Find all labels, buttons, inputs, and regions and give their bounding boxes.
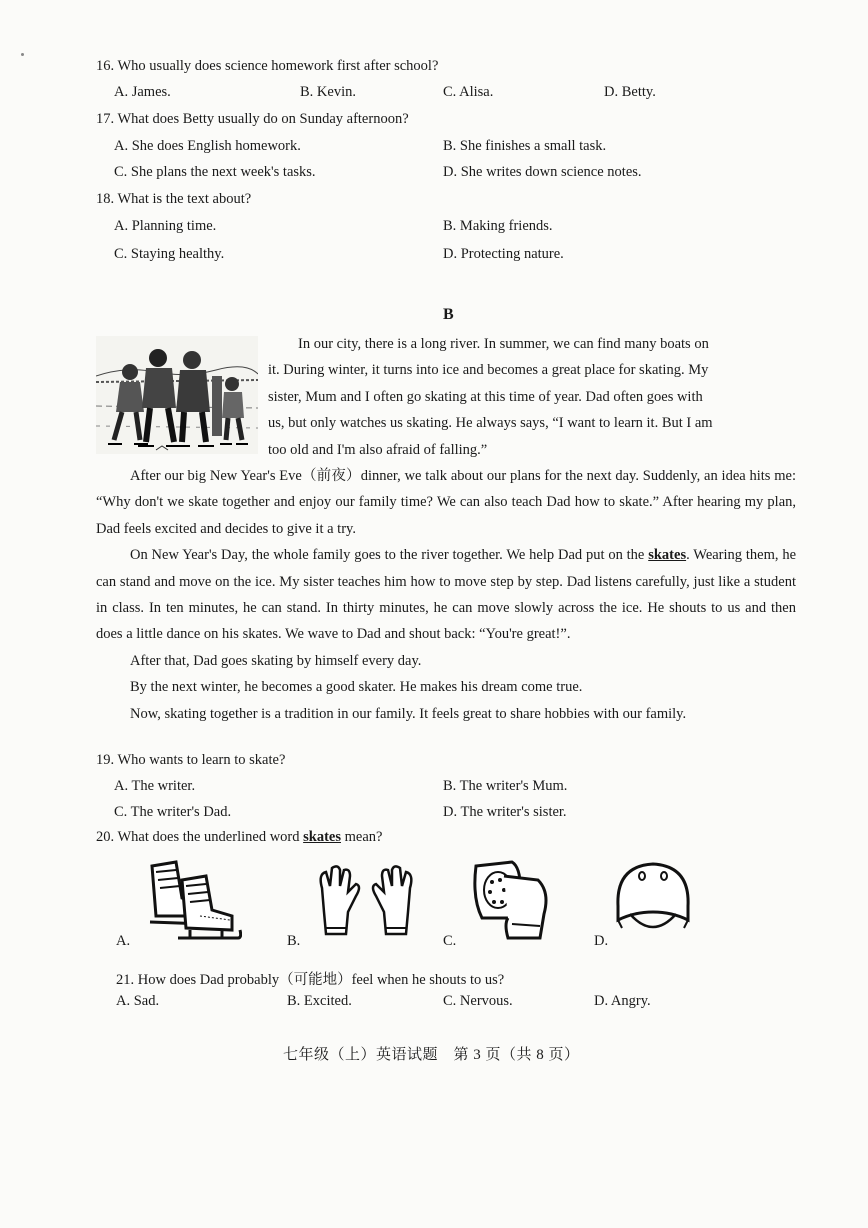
section-b-intro [268, 331, 796, 463]
intro-line-5: too old and I'm also afraid of falling.” [268, 441, 488, 458]
picture-label-c: C. [443, 933, 457, 949]
question-17-option-a: A. She does English homework. [114, 138, 301, 154]
question-19-stem: 19. Who wants to learn to skate? [96, 752, 286, 768]
paragraph-6: Now, skating together is a tradition in our family. It feels great to share hobbies with our family. [130, 705, 687, 722]
question-18-option-d: D. Protecting nature. [443, 246, 564, 262]
question-17-option-b: B. She finishes a small task. [443, 138, 607, 154]
question-17-stem: 17. What does Betty usually do on Sunday afternoon? [96, 111, 409, 127]
question-21-option-c: C. Nervous. [443, 993, 513, 1009]
picture-label-a: A. [116, 933, 131, 949]
paragraph-3-before: On New Year's Day, the whole family goes to the river together. We help Dad put on the [130, 547, 649, 564]
scan-dot [21, 53, 24, 56]
intro-line-3: sister, Mum and I often go skating at this time of year. Dad often goes with [268, 388, 703, 405]
question-19-option-b: B. The writer's Mum. [443, 778, 568, 794]
picture-label-d: D. [594, 933, 609, 949]
gloves-icon [312, 858, 420, 948]
section-b-title: B [443, 306, 454, 323]
paragraph-2: After our big New Year's Eve（前夜）dinner, we talk about our plans for the next day. Suddenly, an idea hits me: “Why don't we skate together and enjoy our family time? We can also teach Dad how to skate.” After hearing my plan, Dad feels excited and decides to give it a try. [96, 468, 796, 537]
question-20-stem-before: 20. What does the underlined word [96, 829, 304, 845]
question-19-option-d: D. The writer's sister. [443, 804, 567, 820]
picture-label-b: B. [287, 933, 301, 949]
question-17-option-c: C. She plans the next week's tasks. [114, 164, 316, 180]
question-21-option-a: A. Sad. [116, 993, 160, 1009]
question-16-option-b: B. Kevin. [300, 84, 356, 100]
question-21-option-b: B. Excited. [287, 993, 352, 1009]
question-19-option-c: C. The writer's Dad. [114, 804, 232, 820]
question-17-option-d: D. She writes down science notes. [443, 164, 642, 180]
paragraph-4: After that, Dad goes skating by himself every day. [130, 652, 422, 669]
page-footer: 七年级（上）英语试题 第 3 页（共 8 页） [283, 1047, 580, 1063]
question-18-stem: 18. What is the text about? [96, 191, 252, 207]
question-19-option-a: A. The writer. [114, 778, 196, 794]
ice-skates-icon [142, 858, 242, 948]
question-18-option-a: A. Planning time. [114, 218, 217, 234]
question-21-option-d: D. Angry. [594, 993, 651, 1009]
knee-pads-icon [468, 858, 552, 948]
question-16-option-d: D. Betty. [604, 84, 656, 100]
helmet-icon [612, 858, 694, 940]
question-20-underlined-word: skates [303, 829, 341, 845]
question-16-stem: 16. Who usually does science homework first after school? [96, 58, 439, 74]
paragraph-3 [96, 542, 796, 648]
question-18-option-b: B. Making friends. [443, 218, 553, 234]
section-b-body [96, 463, 796, 727]
question-16-option-a: A. James. [114, 84, 171, 100]
intro-line-1: In our city, there is a long river. In summer, we can find many boats on [298, 336, 709, 352]
paragraph-5: By the next winter, he becomes a good skater. He makes his dream come true. [130, 679, 583, 696]
underlined-word-skates: skates [648, 547, 687, 564]
question-16-option-c: C. Alisa. [443, 84, 494, 100]
question-20-stem-after: mean? [341, 829, 383, 845]
intro-line-2: it. During winter, it turns into ice and becomes a great place for skating. My [268, 362, 709, 379]
question-20-stem [96, 829, 382, 846]
skating-family-illustration [96, 336, 258, 454]
question-18-option-c: C. Staying healthy. [114, 246, 225, 262]
question-21-stem: 21. How does Dad probably（可能地）feel when he shouts to us? [116, 972, 505, 988]
paragraph-3-after: . Wearing them, he can stand and move on the ice. My sister teaches him how to move step by step. Dad listens carefully, just like a student in class. In ten minutes, he can stand. In thirty minutes, he can move slowly across the ice. He shouts to us and then does a little dance on his skates. We wave to Dad and shout back: “You're great!”. [96, 547, 797, 643]
intro-line-4: us, but only watches us skating. He always says, “I want to learn it. But I am [268, 415, 713, 432]
